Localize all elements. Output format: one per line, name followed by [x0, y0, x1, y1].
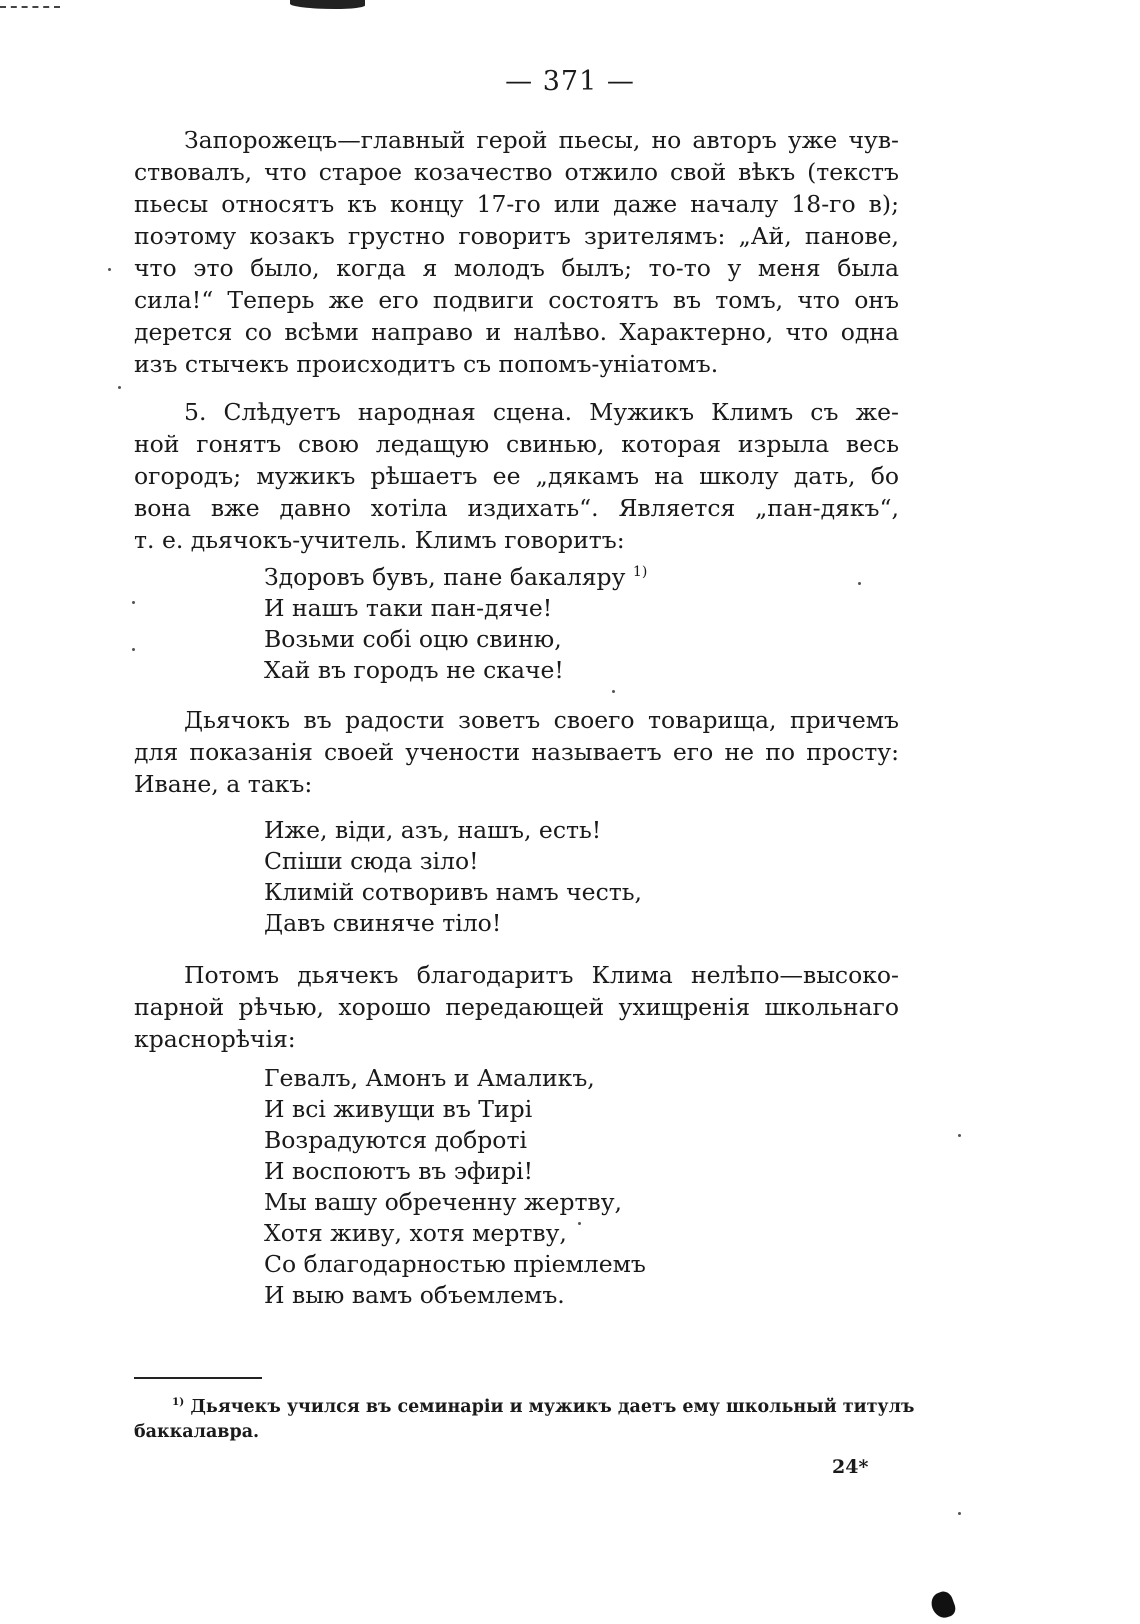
paper-speck	[132, 648, 135, 651]
paragraph-2	[134, 396, 899, 556]
text-line: пьесы относятъ къ концу 17-го или даже началу 18-го в);	[134, 190, 899, 218]
paper-speck	[578, 1222, 581, 1225]
paper-speck	[108, 268, 111, 271]
paragraph-4	[134, 959, 899, 1055]
paper-speck	[858, 582, 861, 585]
text-line: поэтому козакъ грустно говоритъ зрителямъ: „Ай, панове,	[134, 222, 899, 250]
footnote-line: баккалавра.	[134, 1422, 260, 1442]
verse-line: Хотя живу, хотя мертву,	[264, 1219, 567, 1247]
ink-blot-bottom	[928, 1589, 958, 1621]
text-line: т. е. дьячокъ-учитель. Климъ говоритъ:	[134, 526, 625, 554]
text-line: вона вже давно хотіла издихать“. Является „пан-дякъ“,	[134, 494, 899, 522]
text-line: Потомъ дьячекъ благодаритъ Клима нелѣпо—высоко-	[184, 961, 899, 989]
verse-line: Климій сотворивъ намъ честь,	[264, 878, 642, 906]
verse-1	[264, 562, 647, 686]
text-line: ной гонятъ свою ледащую свинью, которая изрыла весь	[134, 430, 899, 458]
verse-line: Давъ свиняче тіло!	[264, 909, 502, 937]
verse-3	[264, 1063, 646, 1311]
verse-line: Мы вашу обреченну жертву,	[264, 1188, 623, 1216]
verse-line: Возьми собі оцю свиню,	[264, 625, 562, 653]
text-line: 5. Слѣдуетъ народная сцена. Мужикъ Климъ съ же-	[184, 398, 899, 426]
top-edge-rule	[0, 6, 60, 8]
signature-mark: 24*	[832, 1456, 869, 1478]
footnote	[134, 1395, 915, 1445]
verse-line: Хай въ городъ не скаче!	[264, 656, 564, 684]
ink-blot-top	[290, 0, 365, 9]
paper-speck	[958, 1134, 961, 1137]
verse-line: И выю вамъ объемлемъ.	[264, 1281, 565, 1309]
verse-line: Иже, віди, азъ, нашъ, есть!	[264, 816, 602, 844]
text-line: что это было, когда я молодъ былъ; то-то у меня была	[134, 254, 899, 282]
text-line: огородъ; мужикъ рѣшаетъ ее „дякамъ на школу дать, бо	[134, 462, 899, 490]
page-number: — 371 —	[505, 66, 635, 97]
footnote-marker: 1)	[632, 564, 648, 581]
verse-line	[264, 562, 647, 593]
footnote-line	[134, 1395, 915, 1420]
paragraph-3	[134, 704, 899, 800]
text-line: дерется со всѣми направо и налѣво. Характерно, что одна	[134, 318, 899, 346]
footnote-rule	[134, 1377, 262, 1379]
text-line: ствовалъ, что старое козачество отжило свой вѣкъ (текстъ	[134, 158, 899, 186]
verse-line: И всі живущи въ Тирі	[264, 1095, 533, 1123]
text-line: Запорожецъ—главный герой пьесы, но авторъ уже чув-	[184, 126, 899, 154]
text-line: для показанія своей учености называетъ его не по просту:	[134, 738, 899, 766]
text-line: краснорѣчія:	[134, 1025, 296, 1053]
text-line: сила!“ Теперь же его подвиги состоятъ въ томъ, что онъ	[134, 286, 899, 314]
paper-speck	[118, 386, 121, 389]
paper-speck	[958, 1512, 961, 1515]
footnote-text: Дьячекъ учился въ семинаріи и мужикъ даетъ ему школьный титулъ	[190, 1397, 915, 1417]
text-line: изъ стычекъ происходитъ съ попомъ-уніатомъ.	[134, 350, 719, 378]
verse-line: Со благодарностью пріемлемъ	[264, 1250, 646, 1278]
paper-speck	[132, 601, 135, 604]
text-line: Дьячокъ въ радости зоветъ своего товарища, причемъ	[184, 706, 899, 734]
text-line: Иване, а такъ:	[134, 770, 313, 798]
verse-line: Спіши сюда зіло!	[264, 847, 479, 875]
footnote-marker: 1)	[172, 1396, 185, 1409]
text-line: парной рѣчью, хорошо передающей ухищренія школьнаго	[134, 993, 899, 1021]
verse-line-text: Здоровъ бувъ, пане бакаляру	[264, 563, 626, 591]
verse-line: Гевалъ, Амонъ и Амаликъ,	[264, 1064, 595, 1092]
verse-line: И воспоютъ въ эфирі!	[264, 1157, 534, 1185]
paper-speck	[612, 690, 615, 693]
verse-2	[264, 815, 642, 939]
paragraph-1	[134, 124, 899, 380]
verse-line: Возрадуются доброті	[264, 1126, 527, 1154]
verse-line: И нашъ таки пан-дяче!	[264, 594, 553, 622]
